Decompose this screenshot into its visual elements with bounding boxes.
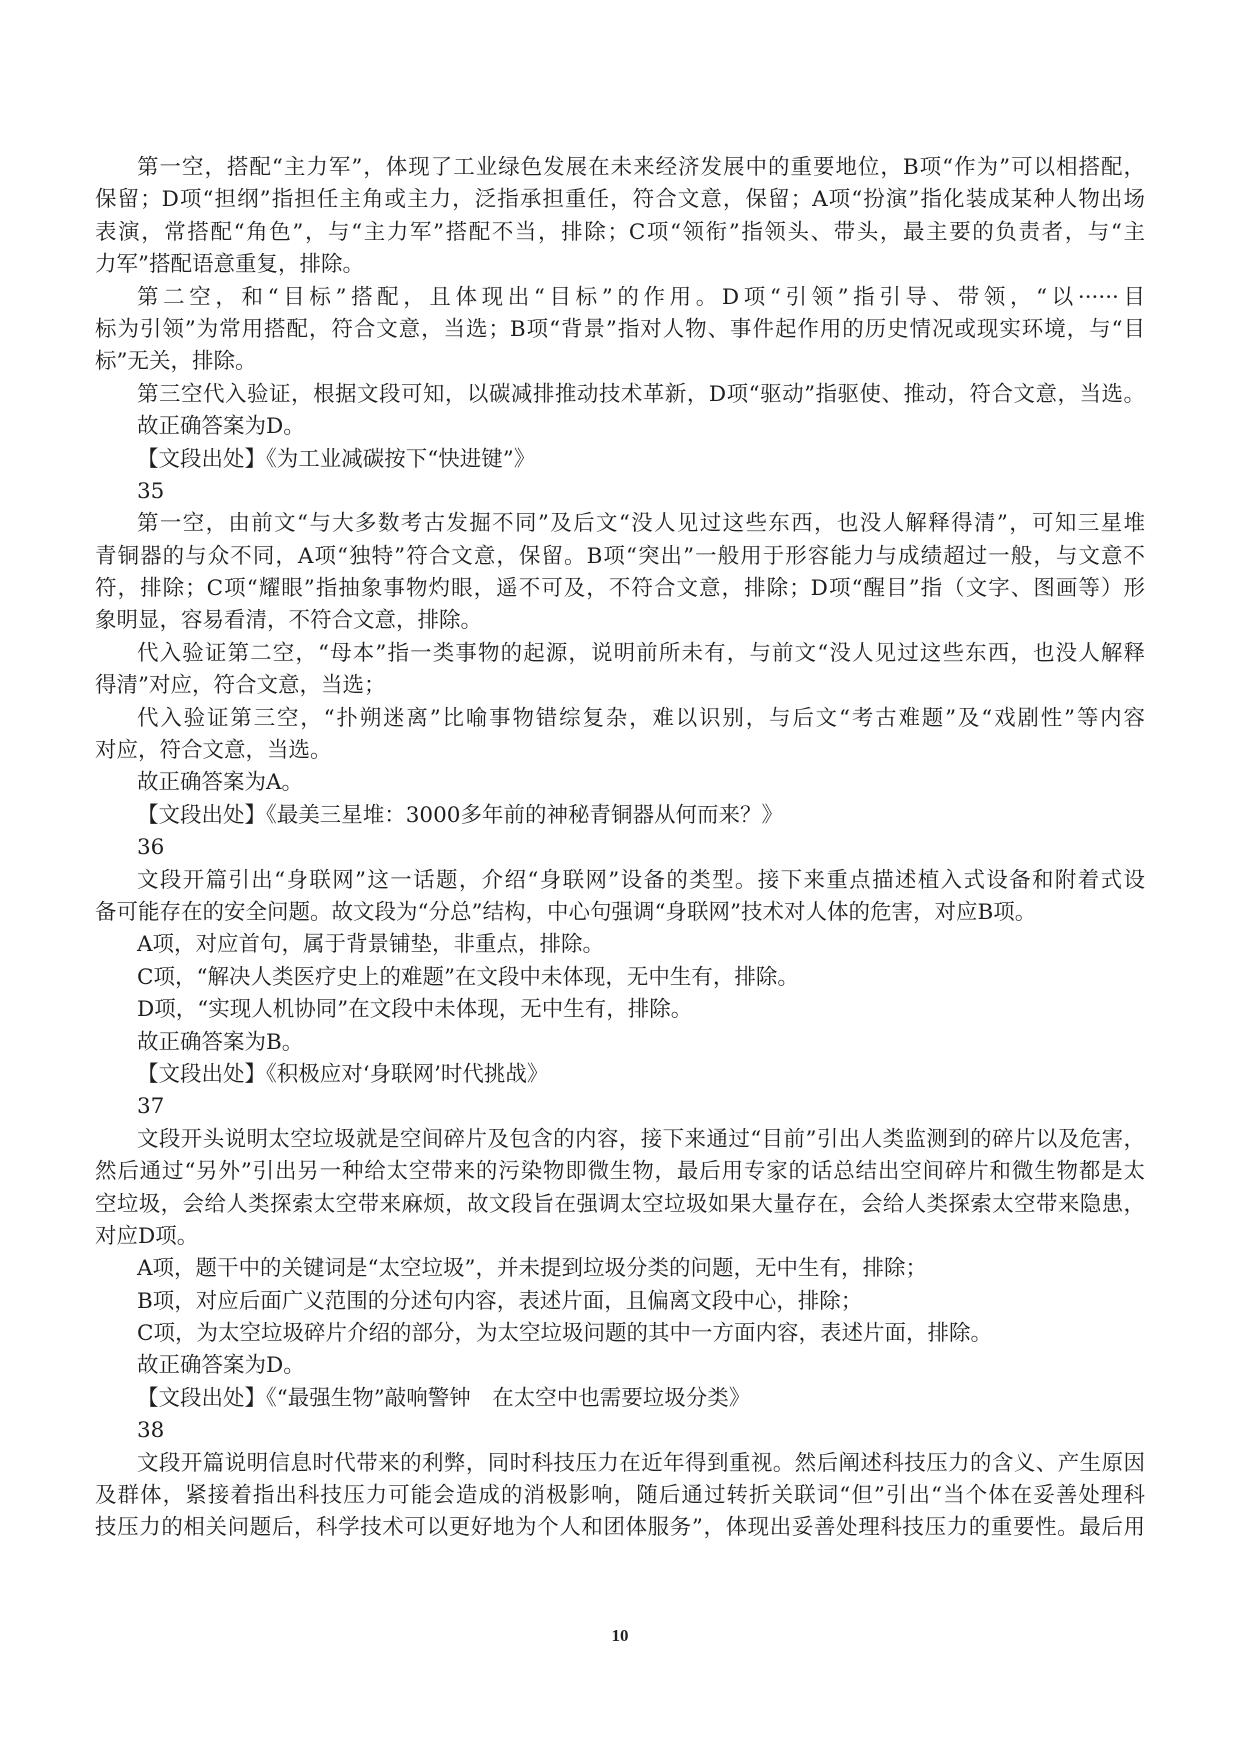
text-line: 36 xyxy=(137,835,165,861)
text-line: 37 xyxy=(137,1094,165,1120)
page-number: 10 xyxy=(611,1626,629,1645)
text-line: 符，排除；C项“耀眼”指抽象事物灼眼，遥不可及，不符合文意，排除；D项“醒目”指（文字、图画等）形 xyxy=(95,576,1145,602)
text-line: C项，为太空垃圾碎片介绍的部分，为太空垃圾问题的其中一方面内容，表述片面，排除。 xyxy=(137,1321,992,1347)
text-line: 然后通过“另外”引出另一种给太空带来的污染物即微生物，最后用专家的话总结出空间碎片和微生物都是太 xyxy=(95,1159,1145,1185)
text-line: A项，题干中的关键词是“太空垃圾”，并未提到垃圾分类的问题，无中生有，排除； xyxy=(137,1256,928,1282)
text-line: 第一空，由前文“与大多数考古发掘不同”及后文“没人见过这些东西，也没人解释得清”，可知三星堆 xyxy=(137,511,1145,537)
text-line: 得清”对应，符合文意，当选； xyxy=(95,673,386,699)
text-line: 故正确答案为B。 xyxy=(137,1029,304,1055)
text-line: 38 xyxy=(137,1418,165,1444)
text-line: 文段开篇引出“身联网”这一话题，介绍“身联网”设备的类型。接下来重点描述植入式设备和附着式设 xyxy=(137,867,1145,893)
text-line: 象明显，容易看清，不符合文意，排除。 xyxy=(95,608,483,634)
text-line: 【文段出处】《为工业减碳按下“快进键”》 xyxy=(137,446,536,472)
text-line: 对应D项。 xyxy=(95,1223,199,1249)
text-line: 35 xyxy=(137,478,165,504)
text-line: 代入验证第三空，“扑朔迷离”比喻事物错综复杂，难以识别，与后文“考古难题”及“戏剧性”等内容 xyxy=(137,705,1145,731)
text-line: 标”无关，排除。 xyxy=(95,349,257,375)
text-line: 故正确答案为D。 xyxy=(137,414,305,440)
text-line: 技压力的相关问题后，科学技术可以更好地为个人和团体服务”，体现出妥善处理科技压力的重要性。最后用 xyxy=(95,1515,1145,1541)
text-line: 第三空代入验证，根据文段可知，以碳减排推动技术革新，D项“驱动”指驱使、推动，符合文意，当选。 xyxy=(137,381,1145,407)
text-line: 代入验证第二空，“母本”指一类事物的起源，说明前所未有，与前文“没人见过这些东西，也没人解释 xyxy=(137,640,1145,666)
document-body xyxy=(95,152,1145,1545)
text-line: 【文段出处】《积极应对‘身联网’时代挑战》 xyxy=(137,1061,549,1087)
text-line: 对应，符合文意，当选。 xyxy=(95,738,332,764)
text-line: A项，对应首句，属于背景铺垫，非重点，排除。 xyxy=(137,932,605,958)
text-line: 【文段出处】《最美三星堆：3000多年前的神秘青铜器从何而来？》 xyxy=(137,802,783,828)
text-line: B项，对应后面广义范围的分述句内容，表述片面，且偏离文段中心，排除； xyxy=(137,1288,863,1314)
text-line: 备可能存在的安全问题。故文段为“分总”结构，中心句强调“身联网”技术对人体的危害，对应B项。 xyxy=(95,899,1037,925)
text-line: 第一空，搭配“主力军”，体现了工业绿色发展在未来经济发展中的重要地位，B项“作为”可以相搭配， xyxy=(137,155,1145,180)
text-line: 故正确答案为A。 xyxy=(137,770,304,796)
text-line: D项，“实现人机协同”在文段中未体现，无中生有，排除。 xyxy=(137,997,693,1023)
text-line: 青铜器的与众不同，A项“独特”符合文意，保留。B项“突出”一般用于形容能力与成绩超过一般，与文意不 xyxy=(95,543,1145,569)
text-line: C项，“解决人类医疗史上的难题”在文段中未体现，无中生有，排除。 xyxy=(137,964,799,990)
text-line: 【文段出处】《“最强生物”敲响警钟 在太空中也需要垃圾分类》 xyxy=(137,1385,751,1411)
text-line: 故正确答案为D。 xyxy=(137,1353,305,1379)
text-line: 保留；D项“担纲”指担任主角或主力，泛指承担重任，符合文意，保留；A项“扮演”指化装成某种人物出场 xyxy=(95,187,1145,213)
text-line: 标为引领”为常用搭配，符合文意，当选；B项“背景”指对人物、事件起作用的历史情况或现实环境，与“目 xyxy=(95,316,1145,342)
text-line: 第二空，和“目标”搭配，且体现出“目标”的作用。D项“引领”指引导、带领，“以······目 xyxy=(137,284,1145,310)
text-line: 文段开头说明太空垃圾就是空间碎片及包含的内容，接下来通过“目前”引出人类监测到的碎片以及危害， xyxy=(137,1126,1145,1152)
text-line: 表演，常搭配“角色”，与“主力军”搭配不当，排除；C项“领衔”指领头、带头，最主要的负责者，与“主 xyxy=(95,219,1145,245)
text-line: 空垃圾，会给人类探索太空带来麻烦，故文段旨在强调太空垃圾如果大量存在，会给人类探索太空带来隐患， xyxy=(95,1191,1145,1217)
text-line: 及群体，紧接着指出科技压力可能会造成的消极影响，随后通过转折关联词“但”引出“当个体在妥善处理科 xyxy=(95,1483,1145,1509)
text-line: 力军”搭配语意重复，排除。 xyxy=(95,252,364,278)
text-line: 文段开篇说明信息时代带来的利弊，同时科技压力在近年得到重视。然后阐述科技压力的含义、产生原因 xyxy=(137,1450,1145,1476)
